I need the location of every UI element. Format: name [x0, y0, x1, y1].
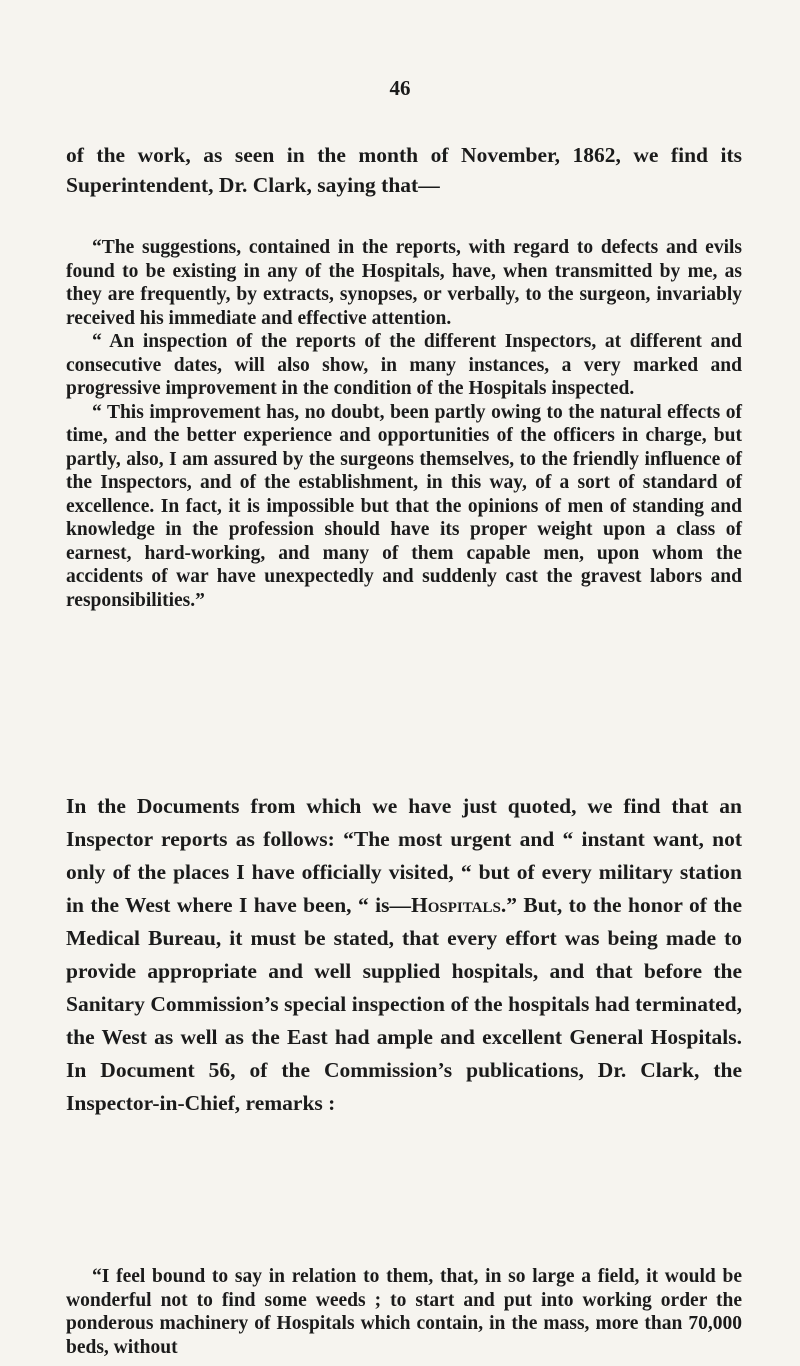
quote-paragraph-4: “I feel bound to say in relation to them, that, in so large a field, it would be wonderful not to find some weeds ; to start and put into working order the ponderous machinery of Hospitals which contain, in the mass, more than 70,000 beds, without	[66, 1266, 742, 1358]
intro-block	[66, 141, 742, 200]
page-number: 46	[389, 76, 411, 100]
quote-paragraph-1: “The suggestions, contained in the reports, with regard to defects and evils found to be existing in any of the Hospitals, have, when transmitted by me, as they are frequently, by extracts, synopses, or verbally, to the surgeon, invariably received his immediate and effective attention.	[66, 237, 742, 329]
quote-block-2	[66, 1265, 742, 1359]
quote-paragraph-3: “ This improvement has, no doubt, been partly owing to the natural effects of time, and the better experience and opportunities of the officers in charge, but partly, also, I am assured by the surgeons themselves, to the friendly influence of the Inspectors, and of the establishment, in this way, of a sort of standard of excellence. In fact, it is impossible but that the opinions of men of standing and knowledge in the profession should have its proper weight upon a class of earnest, hard-working, and many of them capable men, upon whom the accidents of war have unexpectedly and suddenly cast the gravest labors and responsibilities.”	[66, 401, 742, 611]
main-paragraph	[66, 790, 742, 1120]
quote-paragraph-2: “ An inspection of the reports of the different Inspectors, at different and consecutive dates, will also show, in many instances, a very marked and progressive improvement in the condition of the Hospitals inspected.	[66, 331, 742, 399]
hospitals-smallcaps: Hospitals	[411, 893, 501, 917]
quote-block-1	[66, 236, 742, 612]
main-text-after: .” But, to the honor of the Medical Bureau, it must be stated, that every effort was being made to provide appropriate and well supplied hospitals, and that before the Sanitary Commission’s special inspection of the hospitals had terminated, the West as well as the East had ample and excellent General Hospitals. In Document 56, of the Commission’s publications, Dr. Clark, the Inspector-in-Chief, remarks :	[66, 893, 742, 1115]
main-block	[66, 790, 742, 1120]
main-text-before: In the Documents from which we have just quoted, we find that an Inspector reports as follows: “The most urgent and “ instant want, not only of the places I have officially visited, “ but of every military station in the West where I have been, “ is—	[66, 794, 742, 917]
intro-paragraph: of the work, as seen in the month of November, 1862, we find its Superintendent, Dr. Clark, saying that—	[66, 143, 742, 197]
